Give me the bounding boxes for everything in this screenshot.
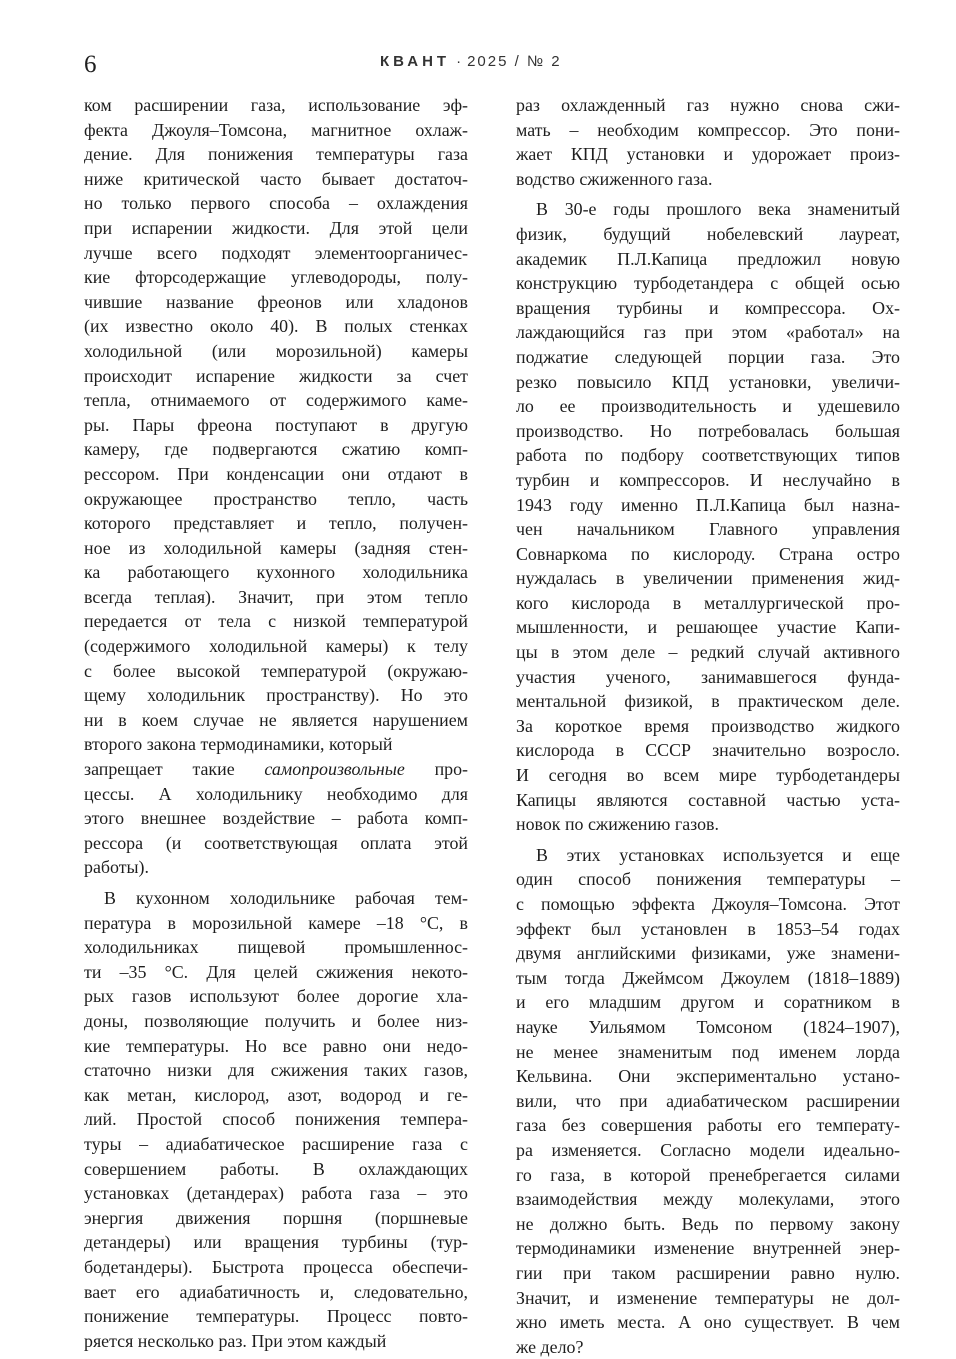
magazine-title: КВАНТ [380,53,451,70]
emphasis-word: самопроизвольные [264,759,405,780]
text-line: конструкцию турбодетандера с общей осью [516,273,900,294]
text-line: Кельвина. Они экспериментально устано- [516,1066,900,1087]
text-line: ти –35 °С. Для целей сжижения некото- [84,961,468,982]
text-line: холодильной (или морозильной) камеры [84,340,468,361]
text-line: цы в этом деле – редкий случай активного [516,642,900,663]
text-line: мышленности, и решающее участие Капи- [516,617,900,638]
text-line: Совнаркома по кислороду. Страна остро [516,543,900,564]
text-line: бодетандеры). Быстрота процесса обеспечи- [84,1256,468,1277]
text-line: пература в морозильной камере –18 °С, в [84,912,468,933]
text-line: лий. Простой способ понижения темпера- [84,1109,468,1130]
text-line: при испарении жидкости. Для этой цели [84,217,468,238]
text-line: рессора (и соответствующая оплата этой [84,832,468,853]
text-line: один способ понижения температуры – [516,869,900,890]
text-line: ряется несколько раз. При этом каждый [84,1330,387,1351]
text-line: лаждающийся газ при этом «работал» на [516,322,900,343]
text-line: ком расширении газа, использование эф- [84,95,468,115]
text-line: участия ученого, занимавшегося фунда- [516,666,900,687]
text-line: В этих установках используется и еще [536,844,900,865]
text-line: вращения турбины и компрессора. Ох- [516,297,900,318]
text-line: (их известно около 40). В полых стенках [84,316,468,337]
text-line: ниже критической часто бывает достаточ- [84,168,468,189]
text-line: ни в коем случае не является нарушением [84,709,468,730]
text-line: рессором. При конденсации они отдают в [84,463,468,484]
text-line: кие температуры. Но все равно они недо- [84,1035,468,1056]
text-line: лучше всего подходят элементоорганичес- [84,242,468,263]
paragraph [516,197,900,836]
text-line: производство. Но потребовалась большая [516,420,900,441]
text-line: работы). [84,857,149,878]
text-line: чен начальником Главного управления [516,519,900,540]
text-line: кого кислорода в металлургической про- [516,592,900,613]
text-line: которого представляет и тепло, получен- [84,513,468,534]
text-line: тым тогда Джеймсом Джоулем (1818–1889) [516,967,900,988]
paragraph [84,886,468,1353]
text-line: всегда теплая). Значит, при этом тепло [84,586,468,607]
text-line: установках (детандерах) работа газа – это [84,1183,468,1204]
text-line: турбин и компрессоров. И неслучайно в [516,469,900,490]
text-line: кислорода в СССР значительно возросло. [516,740,900,761]
text-line: В кухонном холодильнике рабочая тем- [104,888,468,908]
text-line: Капицы являются составной частью уста- [516,789,900,810]
text-line: жает КПД установки и удорожает произ- [516,144,900,165]
text-line: В 30-е годы прошлого века знаменитый [536,199,900,220]
text-line: чившие название фреонов или хладонов [84,291,468,312]
paragraph [516,843,900,1359]
text-line: камеру, где подвергаются сжатию комп- [84,439,468,460]
text-line: с помощью эффекта Джоуля–Томсона. Этот [516,894,900,914]
text-line: И сегодня во всем мире турбодетандеры [516,765,900,786]
text-line: ра изменяется. Согласно модели идеально- [516,1139,900,1160]
text-fragment: про- [404,759,468,780]
text-line: работа по подбору соответствующих типов [516,445,900,466]
text-line: дение. Для понижения температуры газа [84,144,468,165]
right-column [516,93,900,1359]
text-line: вает его адиабатичность и, следовательно, [84,1281,468,1302]
text-line: ментальной физикой, в практическом деле. [516,691,900,712]
page-number: 6 [84,51,97,78]
text-line: ное из холодильной камеры (задняя стен- [84,537,468,558]
text-line: же дело? [516,1336,584,1357]
text-line: цессы. А холодильнику необходимо для [84,783,468,804]
text-line: поджатие следующей порции газа. Это [516,346,900,367]
text-line: физик, будущий нобелевский лауреат, [516,223,900,244]
text-line: жно иметь места. А оно существует. В чем [516,1312,900,1333]
text-line [84,757,468,782]
text-line: щему холодильник пространству). Но это [84,685,468,706]
text-line: тепла, отнимаемого от содержимого каме- [84,390,468,411]
text-line: термодинамики изменение внутренней энер- [516,1238,900,1259]
text-line: передается от тела с низкой температурой [84,611,468,632]
text-line: доны, позволяющие получить и более низ- [84,1010,468,1031]
text-line: мать – необходим компрессор. Это пони- [516,119,900,140]
text-line: и его младшим другом и соратником в [516,992,900,1013]
text-line: не менее знаменитым под именем лорда [516,1041,900,1062]
text-line: этого внешнее воздействие – работа комп- [84,808,468,829]
text-line: ка работающего кухонного холодильника [84,562,468,583]
paragraph-italic-line [84,757,468,782]
text-line: второго закона термодинамики, который [84,734,393,755]
text-line: академик П.Л.Капица предложил новую [516,248,900,269]
running-header [380,52,640,72]
text-line: не должно быть. Ведь по первому закону [516,1213,900,1234]
text-line: новок по сжижению газов. [516,814,719,835]
paragraph [84,782,468,880]
text-line: 1943 году именно П.Л.Капица был назна- [516,494,900,515]
text-line: энергия движения поршня (поршневые [84,1207,468,1228]
left-column [84,93,468,1353]
text-line: с более высокой температурой (окружаю- [84,660,468,681]
text-line: водство сжиженного газа. [516,168,713,189]
text-line: эффект был установлен в 1853–54 годах [516,918,900,939]
text-line: туры – адиабатическое расширение газа с [84,1133,468,1154]
text-line: как метан, кислород, азот, водород и ге- [84,1084,468,1105]
text-line: совершением работы. В охлаждающих [84,1158,468,1179]
text-line: холодильниках пищевой промышленнос- [84,937,468,958]
issue-number: 2025 / № 2 [467,53,562,70]
text-line: рых газов используют более дорогие хла- [84,986,468,1007]
paragraph [84,93,468,757]
text-line: го газа, в которой пренебрегается силами [516,1164,900,1185]
text-line: фекта Джоуля–Томсона, магнитное охлаж- [84,119,468,140]
text-line: (содержимого холодильной камеры) к телу [84,636,468,657]
text-line: взаимодействия между молекулами, этого [516,1189,900,1210]
text-line: происходит испарение жидкости за счет [84,365,468,386]
text-line: детандеры) или вращения турбины (тур- [84,1232,468,1253]
paragraph [516,93,900,191]
text-line: Значит, и изменение температуры не дол- [516,1287,900,1308]
text-line: раз охлажденный газ нужно снова сжи- [516,95,900,115]
header-separator: · [456,53,462,70]
text-line: кие фторсодержащие углеводороды, полу- [84,267,468,288]
text-line: ло ее производительность и удешевило [516,396,900,417]
text-line: газа без совершения работы его температу- [516,1115,900,1136]
text-line: но только первого способа – охлаждения [84,193,468,214]
text-line: ры. Пары фреона поступают в другую [84,414,468,435]
text-line: статочно низки для сжижения таких газов, [84,1060,468,1081]
text-fragment: запрещает такие [84,759,265,780]
text-line: двумя английскими физиками, уже знамени- [516,943,900,964]
text-line: вили, что при адиабатическом расширении [516,1090,900,1111]
text-line: гии при таком расширении равно нулю. [516,1262,900,1283]
text-line: За короткое время производство жидкого [516,715,900,736]
text-line: нуждалась в увеличении применения жид- [516,568,900,589]
text-line: понижение температуры. Процесс повто- [84,1306,468,1327]
text-line: науке Уильямом Томсоном (1824–1907), [516,1016,900,1037]
text-line: окружающее пространство тепло, часть [84,488,468,509]
text-line: резко повысило КПД установки, увеличи- [516,371,900,392]
